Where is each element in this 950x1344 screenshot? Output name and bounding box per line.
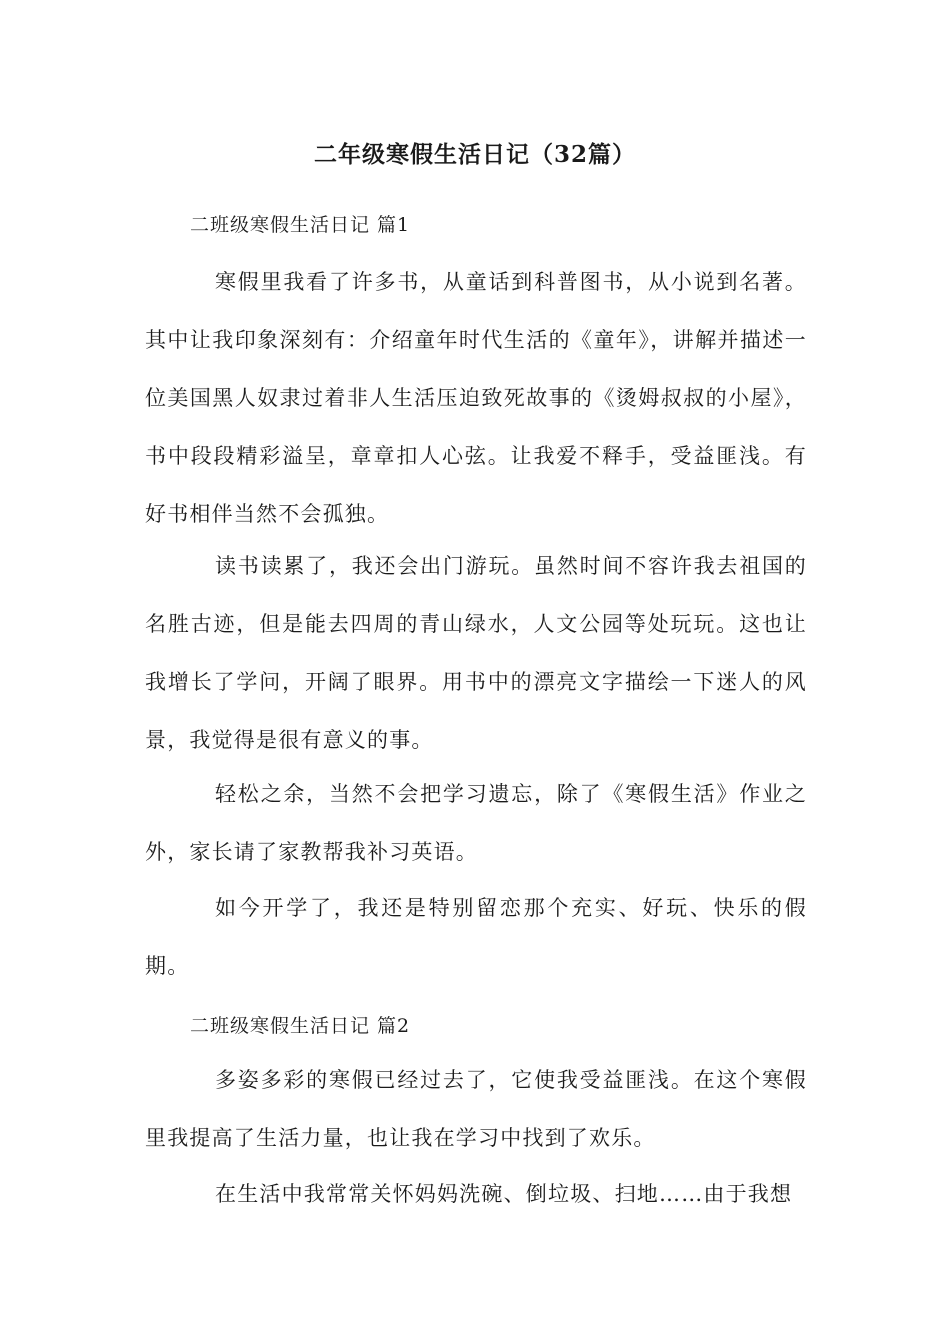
paragraph: 多姿多彩的寒假已经过去了，它使我受益匪浅。在这个寒假里我提高了生活力量，也让我在学习中找到了欢乐。 — [145, 1068, 807, 1150]
section-heading: 二班级寒假生活日记 篇2 — [190, 1015, 411, 1037]
paragraph: 如今开学了，我还是特别留恋那个充实、好玩、快乐的假期。 — [145, 896, 807, 978]
paragraph: 读书读累了，我还会出门游玩。虽然时间不容许我去祖国的名胜古迹，但是能去四周的青山绿水，人文公园等处玩玩。这也让我增长了学问，开阔了眼界。用书中的漂亮文字描绘一下迷人的风景，我觉得是很有意义的事。 — [145, 554, 807, 752]
paragraph: 轻松之余，当然不会把学习遗忘，除了《寒假生活》作业之外，家长请了家教帮我补习英语。 — [145, 782, 807, 864]
document-title: 二年级寒假生活日记（32篇） — [313, 141, 636, 168]
paragraph: 寒假里我看了许多书，从童话到科普图书，从小说到名著。其中让我印象深刻有：介绍童年时代生活的《童年》，讲解并描述一位美国黑人奴隶过着非人生活压迫致死故事的《烫姆叔叔的小屋》，书中段段精彩溢呈，章章扣人心弦。让我爱不释手，受益匪浅。有好书相伴当然不会孤独。 — [145, 270, 807, 526]
section-heading: 二班级寒假生活日记 篇1 — [190, 214, 411, 236]
paragraph: 在生活中我常常关怀妈妈洗碗、倒垃圾、扫地……由于我想 — [215, 1182, 793, 1206]
